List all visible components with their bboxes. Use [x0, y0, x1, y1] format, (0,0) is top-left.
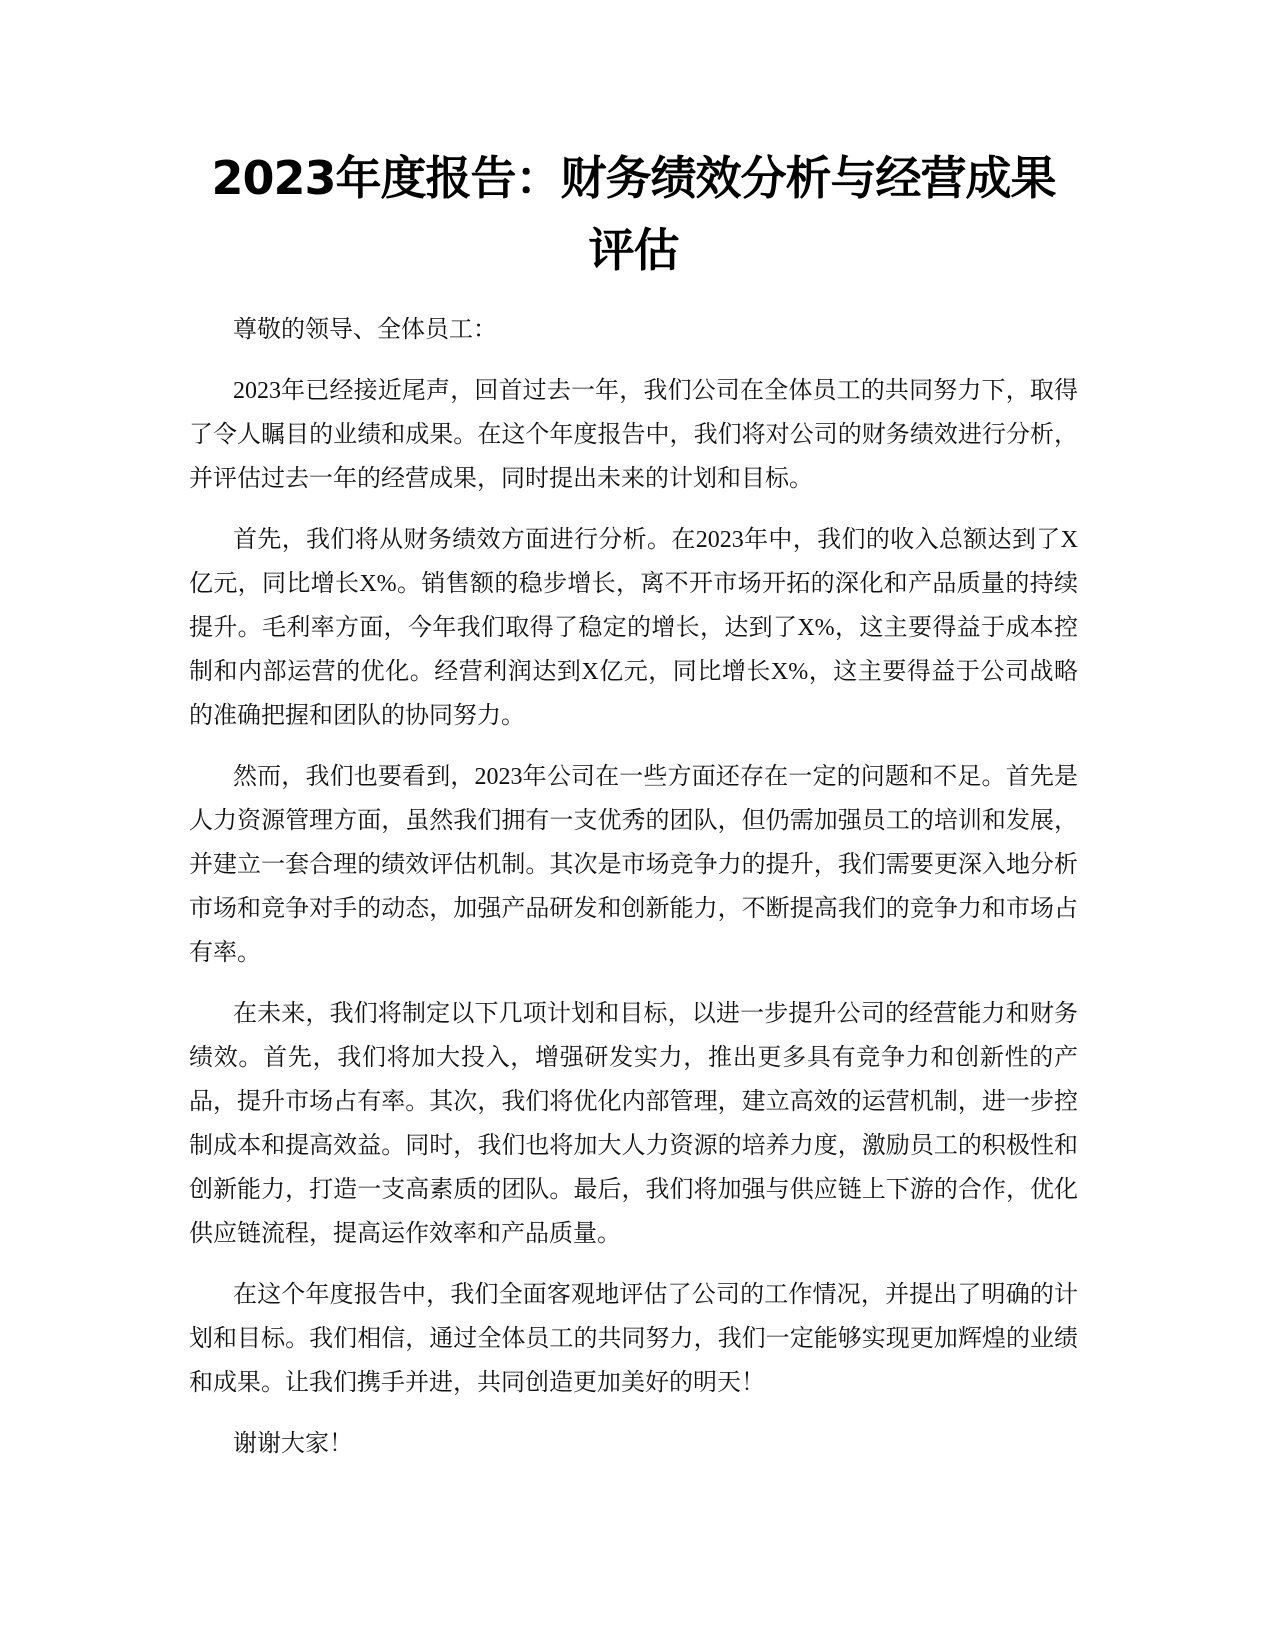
financial-analysis-paragraph: 首先，我们将从财务绩效方面进行分析。在2023年中，我们的收入总额达到了X亿元，同比增长X%。销售额的稳步增长，离不开市场开拓的深化和产品质量的持续提升。毛利率方面，今年我们取得了稳定的增长，达到了X%，这主要得益于成本控制和内部运营的优化。经营利润达到X亿元，同比增长X%，这主要得益于公司战略的准确把握和团队的协同努力。: [189, 527, 1078, 729]
intro-paragraph: 2023年已经接近尾声，回首过去一年，我们公司在全体员工的共同努力下，取得了令人瞩目的业绩和成果。在这个年度报告中，我们将对公司的财务绩效进行分析，并评估过去一年的经营成果，同时提出未来的计划和目标。: [189, 378, 1078, 492]
issues-paragraph: 然而，我们也要看到，2023年公司在一些方面还存在一定的问题和不足。首先是人力资源管理方面，虽然我们拥有一支优秀的团队，但仍需加强员工的培训和发展，并建立一套合理的绩效评估机制。其次是市场竞争力的提升，我们需要更深入地分析市场和竞争对手的动态，加强产品研发和创新能力，不断提高我们的竞争力和市场占有率。: [189, 764, 1078, 966]
future-plans-paragraph: 在未来，我们将制定以下几项计划和目标，以进一步提升公司的经营能力和财务绩效。首先，我们将加大投入，增强研发实力，推出更多具有竞争力和创新性的产品，提升市场占有率。其次，我们将优化内部管理，建立高效的运营机制，进一步控制成本和提高效益。同时，我们也将加大人力资源的培养力度，激励员工的积极性和创新能力，打造一支高素质的团队。最后，我们将加强与供应链上下游的合作，优化供应链流程，提高运作效率和产品质量。: [189, 1001, 1078, 1247]
closing-paragraph: 谢谢大家！: [233, 1431, 353, 1457]
document-body: [189, 308, 1078, 1466]
salutation-paragraph: 尊敬的领导、全体员工：: [233, 317, 497, 343]
conclusion-paragraph: 在这个年度报告中，我们全面客观地评估了公司的工作情况，并提出了明确的计划和目标。我们相信，通过全体员工的共同努力，我们一定能够实现更加辉煌的业绩和成果。让我们携手并进，共同创造更加美好的明天！: [189, 1282, 1078, 1396]
document-title: 2023年度报告：财务绩效分析与经营成果评估: [211, 151, 1056, 277]
